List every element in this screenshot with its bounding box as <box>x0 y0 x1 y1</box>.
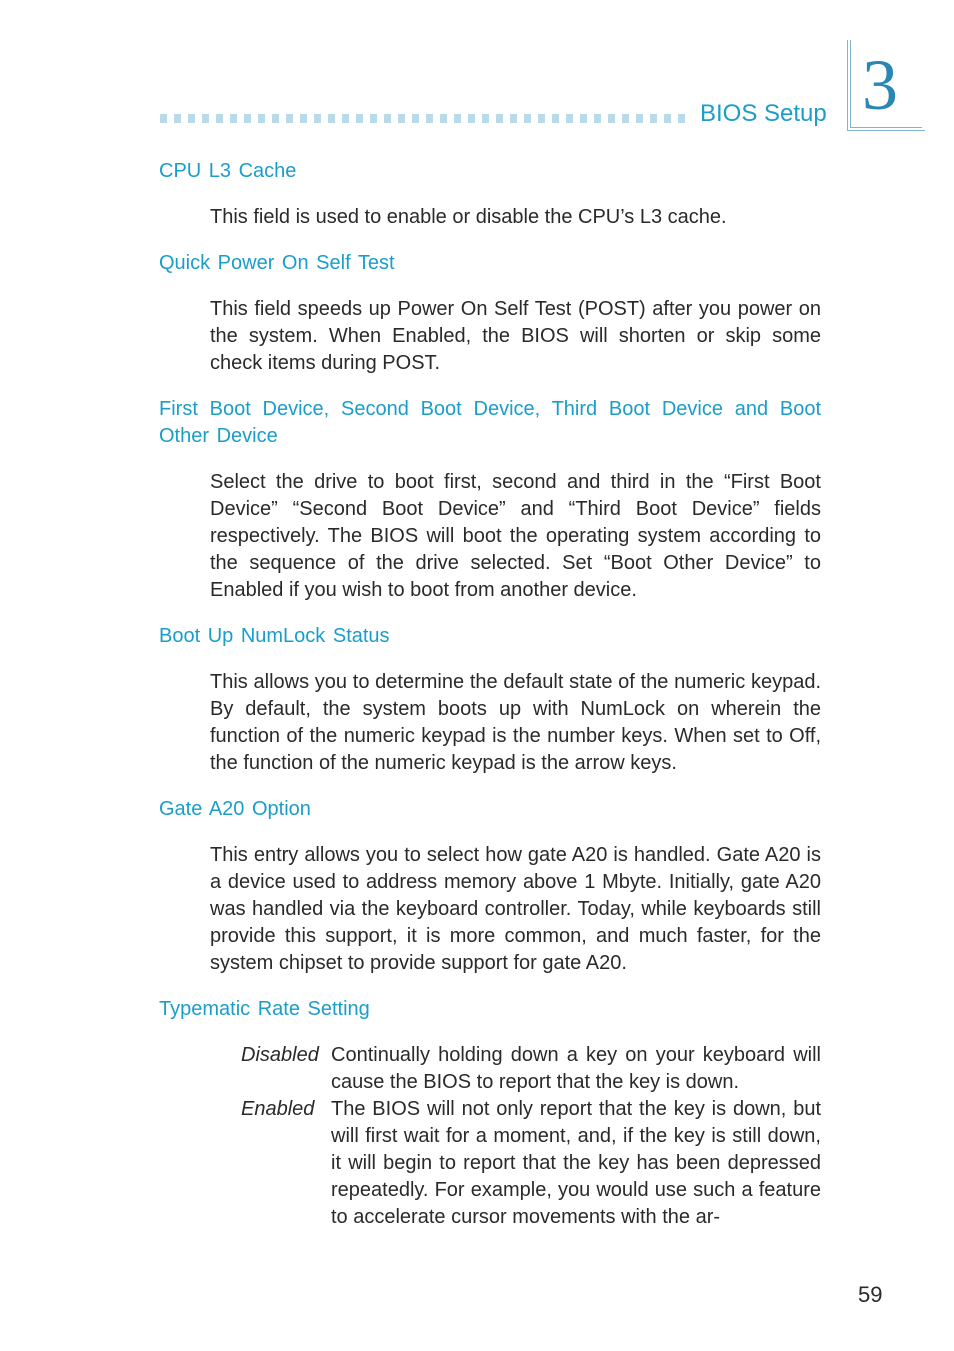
chapter-badge <box>842 40 926 134</box>
chapter-number: 3 <box>862 45 898 125</box>
option-row-disabled <box>241 1042 821 1096</box>
chapter-frame-line <box>847 40 848 131</box>
section-heading-quick-post: Quick Power On Self Test <box>159 252 395 274</box>
section-heading-gate-a20: Gate A20 Option <box>159 798 311 820</box>
option-description: The BIOS will not only report that the key is down, but will first wait for a moment, and, if the key is still down, it will begin to report that the key has been depressed repeatedly. For example, you would use such a feature to accelerate cursor movements with the ar- <box>331 1098 821 1228</box>
chapter-frame-line <box>850 40 851 128</box>
header-dot-rule <box>160 114 692 123</box>
option-label: Enabled <box>241 1098 315 1120</box>
option-row-enabled <box>241 1096 821 1231</box>
option-description: Continually holding down a key on your keyboard will cause the BIOS to report that the key is down. <box>331 1044 821 1093</box>
option-label: Disabled <box>241 1044 319 1066</box>
section-title: BIOS Setup <box>700 100 827 127</box>
section-heading-numlock: Boot Up NumLock Status <box>159 625 390 647</box>
page-content <box>159 158 821 1231</box>
section-heading-boot-devices: First Boot Device, Second Boot Device, Third Boot Device and Boot Other Device <box>159 398 821 447</box>
section-body-gate-a20: This entry allows you to select how gate A20 is handled. Gate A20 is a device used to address memory above 1 Mbyte. Initially, gate A20 was handled via the keyboard controller. Today, while keyboards still provide this support, it is more common, and much faster, for the system chipset to provide support for gate A20. <box>210 844 821 974</box>
section-body-quick-post: This field speeds up Power On Self Test (POST) after you power on the system. When Enabled, the BIOS will shorten or skip some check items during POST. <box>210 298 821 374</box>
section-body-cpu-l3-cache: This field is used to enable or disable the CPU’s L3 cache. <box>210 206 727 228</box>
section-body-boot-devices: Select the drive to boot first, second and third in the “First Boot Device” “Second Boot Device” and “Third Boot Device” fields respectively. The BIOS will boot the operating system according to the sequence of the drive selected. Set “Boot Other Device” to Enabled if you wish to boot from another device. <box>210 471 821 601</box>
section-heading-typematic: Typematic Rate Setting <box>159 998 370 1020</box>
chapter-frame-line <box>847 130 925 131</box>
section-heading-cpu-l3-cache: CPU L3 Cache <box>159 160 297 182</box>
page-number: 59 <box>858 1282 883 1307</box>
section-body-numlock: This allows you to determine the default state of the numeric keypad. By default, the system boots up with NumLock on wherein the function of the numeric keypad is the number keys. When set to Off, the function of the numeric keypad is the arrow keys. <box>210 671 821 774</box>
